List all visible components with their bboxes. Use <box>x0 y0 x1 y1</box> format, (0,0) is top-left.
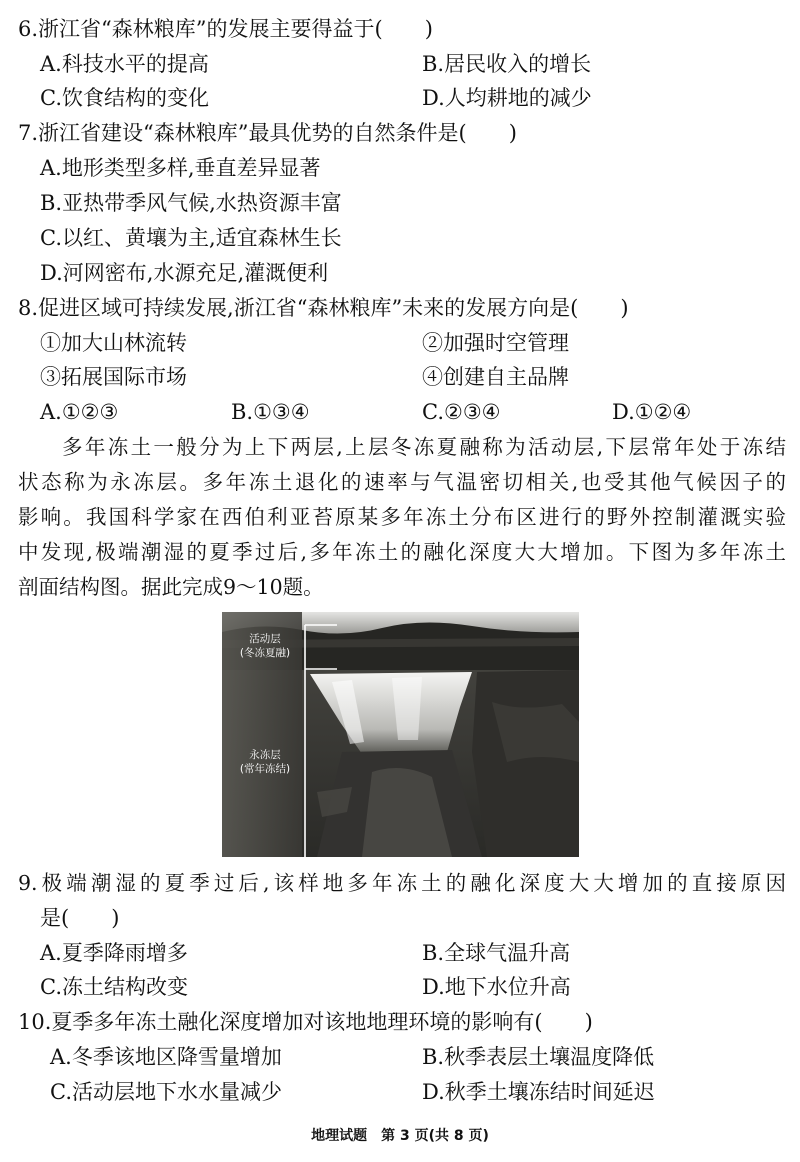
q8-option-d: D.①②④ <box>612 400 692 424</box>
q10-option-a: A.冬季该地区降雪量增加 <box>50 1045 282 1069</box>
q6-option-a: A.科技水平的提高 <box>40 52 209 76</box>
q7-option-c: C.以红、黄壤为主,适宜森林生长 <box>40 226 342 250</box>
q6-option-b: B.居民收入的增长 <box>422 52 592 76</box>
q8-item-1: ①加大山林流转 <box>40 331 187 355</box>
q8-item-4: ④创建自主品牌 <box>422 365 569 389</box>
q6-option-c: C.饮食结构的变化 <box>40 86 209 110</box>
passage-line-5: 剖面结构图。据此完成9～10题。 <box>18 575 324 599</box>
q9-option-a: A.夏季降雨增多 <box>40 941 188 965</box>
q9-option-b: B.全球气温升高 <box>422 941 571 965</box>
permafrost-layer-label-2: (常年冻结) <box>239 763 291 775</box>
q8-option-b: B.①③④ <box>231 400 310 424</box>
q7-stem: 7.浙江省建设“森林粮库”最具优势的自然条件是( ) <box>18 121 517 145</box>
q7-option-a: A.地形类型多样,垂直差异显著 <box>40 156 321 180</box>
active-layer-label-2: (冬冻夏融) <box>239 647 291 659</box>
q8-stem: 8.促进区域可持续发展,浙江省“森林粮库”未来的发展方向是( ) <box>18 296 629 320</box>
q7-option-d: D.河网密布,水源充足,灌溉便利 <box>40 261 329 285</box>
q10-stem: 10.夏季多年冻土融化深度增加对该地地理环境的影响有( ) <box>18 1010 593 1034</box>
q8-item-3: ③拓展国际市场 <box>40 365 187 389</box>
passage-line-2: 状态称为永冻层。多年冻土退化的速率与气温密切相关,也受其他气候因子的 <box>18 470 786 494</box>
q8-option-a: A.①②③ <box>40 400 119 424</box>
permafrost-layer-label-1: 永冻层 <box>249 749 281 761</box>
q6-option-d: D.人均耕地的减少 <box>422 86 592 110</box>
permafrost-profile-image <box>222 612 579 857</box>
q8-item-2: ②加强时空管理 <box>422 331 569 355</box>
q10-option-c: C.活动层地下水水量减少 <box>50 1080 282 1104</box>
q8-option-c: C.②③④ <box>422 400 501 424</box>
q9-stem-line-1: 9.极端潮湿的夏季过后,该样地多年冻土的融化深度大大增加的直接原因 <box>18 871 786 895</box>
passage-line-1: 多年冻土一般分为上下两层,上层冬冻夏融称为活动层,下层常年处于冻结 <box>62 435 786 459</box>
q10-option-b: B.秋季表层土壤温度降低 <box>422 1045 655 1069</box>
q9-option-d: D.地下水位升高 <box>422 975 571 999</box>
active-layer-label-1: 活动层 <box>249 633 281 645</box>
passage-line-4: 中发现,极端潮湿的夏季过后,多年冻土的融化深度大大增加。下图为多年冻土 <box>18 540 786 564</box>
q9-stem-line-2: 是( ) <box>40 906 120 930</box>
passage-line-3: 影响。我国科学家在西伯利亚苔原某多年冻土分布区进行的野外控制灌溉实验 <box>18 505 786 529</box>
q7-option-b: B.亚热带季风气候,水热资源丰富 <box>40 191 342 215</box>
page-footer: 地理试题 第 3 页(共 8 页) <box>311 1128 489 1144</box>
q9-option-c: C.冻土结构改变 <box>40 975 188 999</box>
q6-stem: 6.浙江省“森林粮库”的发展主要得益于( ) <box>18 17 433 41</box>
q10-option-d: D.秋季土壤冻结时间延迟 <box>422 1080 655 1104</box>
